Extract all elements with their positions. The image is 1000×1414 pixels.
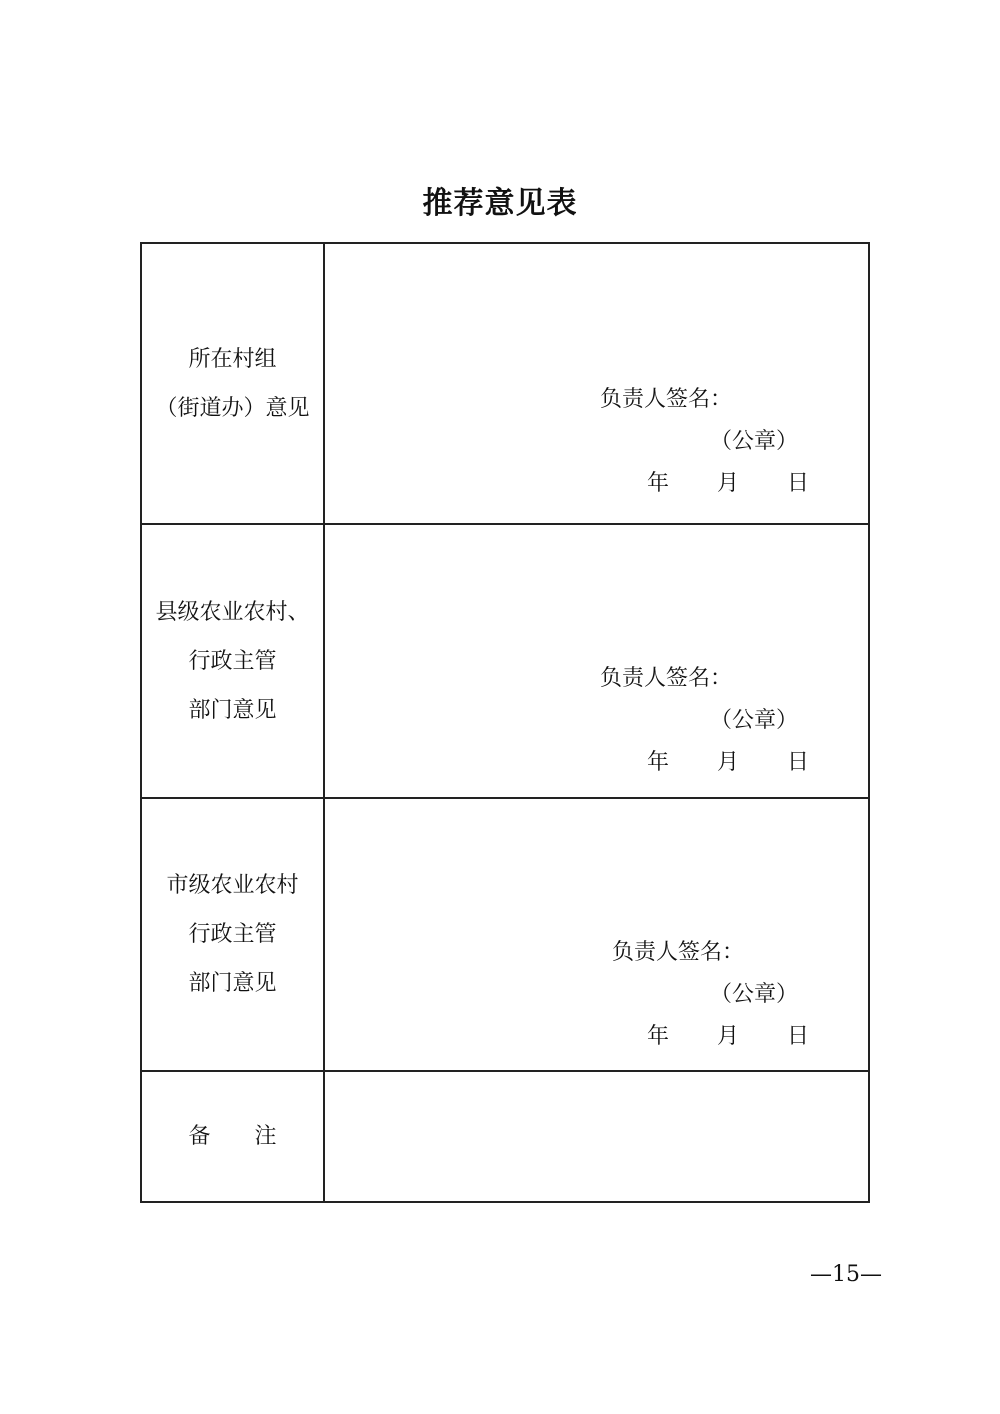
label-line: 行政主管 [188,648,277,674]
date-month: 月 [717,750,740,775]
table-row [142,523,868,797]
table-row [142,797,868,1070]
remarks-cell[interactable] [325,1072,868,1201]
date-month: 月 [717,471,740,496]
row-label-remarks [142,1072,325,1201]
date-day: 日 [787,750,810,775]
label-line: 备 注 [188,1124,277,1149]
date-year: 年 [647,471,670,496]
label-line: 部门意见 [188,971,277,996]
row-label-county [142,525,325,797]
date-year: 年 [647,750,670,775]
row-label-village [142,244,325,523]
opinion-cell-village[interactable] [325,244,868,523]
date-day: 日 [787,1024,810,1049]
label-line: 县级农业农村、 [155,599,310,625]
date-line [647,466,809,497]
label-line: 行政主管 [188,922,277,947]
label-line: 部门意见 [188,697,277,723]
label-line: 市级农业农村 [166,873,299,898]
label-line: （街道办）意见 [155,395,310,421]
page-number: —15— [810,1262,882,1287]
recommendation-form-table [140,242,870,1203]
stamp-label: （公章） [710,708,799,733]
signature-label: 负责人签名： [600,666,733,691]
date-line [647,745,809,776]
page-title: 推荐意见表 [422,186,578,221]
table-row [142,1070,868,1201]
date-line [647,1019,809,1050]
table-row [142,244,868,523]
opinion-cell-city[interactable] [325,799,868,1070]
stamp-label: （公章） [710,429,799,454]
stamp-label: （公章） [710,982,799,1007]
signature-label: 负责人签名： [600,387,733,412]
date-year: 年 [647,1024,670,1049]
date-day: 日 [787,471,810,496]
opinion-cell-county[interactable] [325,525,868,797]
row-label-city [142,799,325,1070]
date-month: 月 [717,1024,740,1049]
signature-label: 负责人签名： [612,940,745,965]
label-line: 所在村组 [188,346,277,372]
